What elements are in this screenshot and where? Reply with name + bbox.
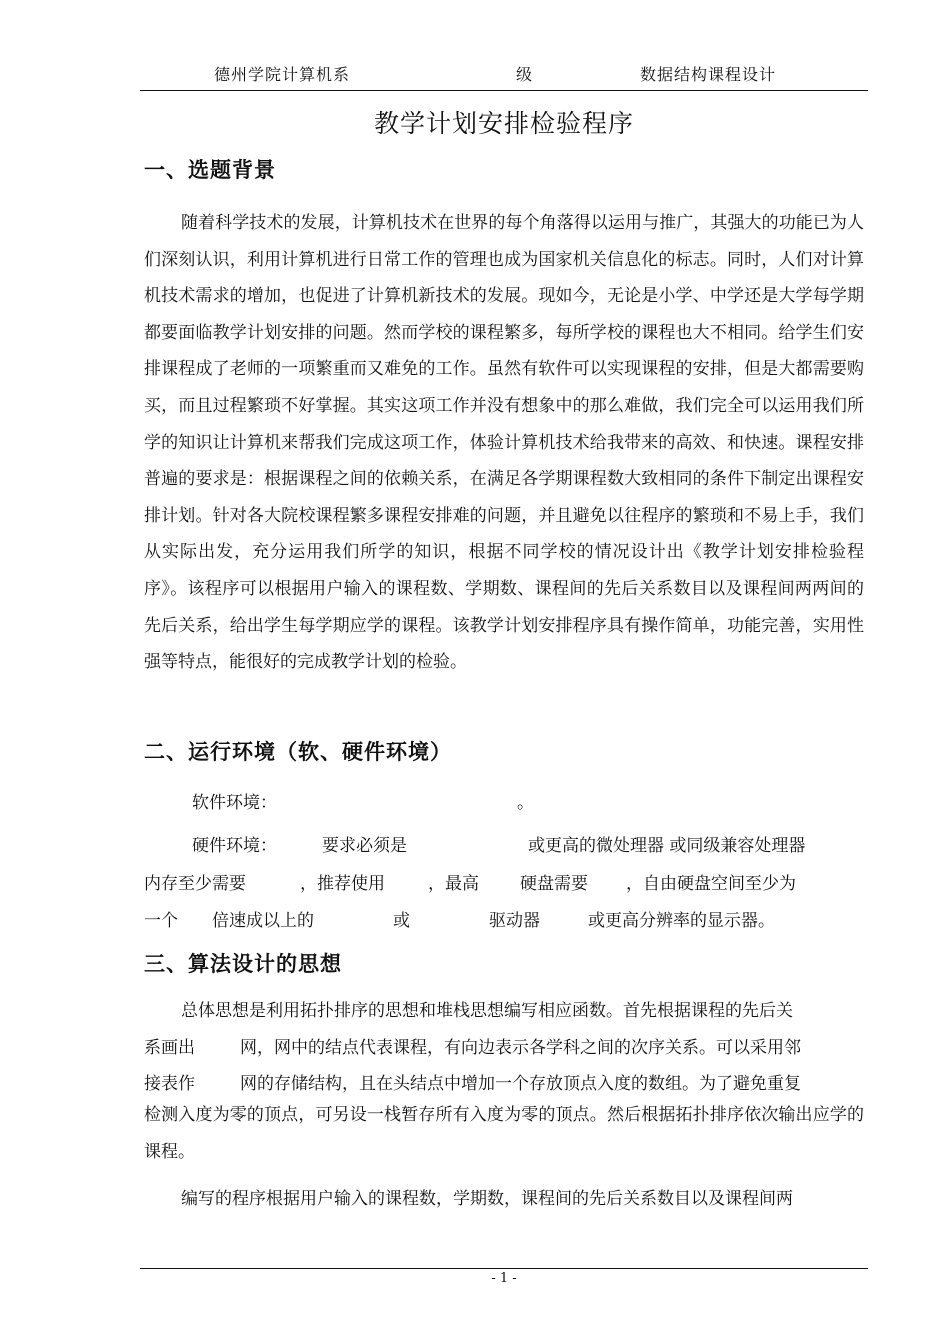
hardware-display: 或更高分辨率的显示器。 <box>588 911 775 931</box>
hardware-speed: 倍速成以上的 <box>212 911 314 931</box>
page-number: - 1 - <box>491 1271 517 1286</box>
software-env-label: 软件环境： <box>192 793 277 813</box>
algorithm-line-3b: 网的存储结构，且在头结点中增加一个存放顶点入度的数组。为了避免重复 <box>240 1074 801 1094</box>
hardware-one: 一个 <box>144 911 178 931</box>
hardware-recommend: ，推荐使用 <box>300 874 385 894</box>
hardware-drive: 驱动器 <box>489 911 540 931</box>
section-heading-background: 一、选题背景 <box>144 158 276 182</box>
footer-divider <box>140 1268 868 1269</box>
hardware-disk: 硬盘需要 <box>520 874 588 894</box>
algorithm-line-2b: 网，网中的结点代表课程，有向边表示各学科之间的次序关系。可以采用邻 <box>240 1038 801 1058</box>
algorithm-line-1: 总体思想是利用拓扑排序的思想和堆栈思想编写相应函数。首先根据课程的先后关 <box>181 1001 793 1021</box>
algorithm-line-3a: 接表作 <box>144 1074 195 1094</box>
document-title: 教学计划安排检验程序 <box>373 109 634 138</box>
hardware-free-disk: ，自由硬盘空间至少为 <box>626 874 796 894</box>
hardware-max: ，最高 <box>428 874 479 894</box>
background-paragraph: 随着科学技术的发展，计算机技术在世界的每个角落得以运用与推广，其强大的功能已为人们深刻认识，利用计算机进行日常工作的管理也成为国家机关信息化的标志。同时，人们对计算机技术需求的增加，也促进了计算机新技术的发展。现如今，无论是小学、中学还是大学每学期都要面临教学计划安排的问题。然而学校的课程繁多，每所学校的课程也大不相同。给学生们安排课程成了老师的一项繁重而又难免的工作。虽然有软件可以实现课程的安排，但是大都需要购买，而且过程繁琐不好掌握。其实这项工作并没有想象中的那么难做，我们完全可以运用我们所学的知识让计算机来帮我们完成这项工作，体验计算机技术给我带来的高效、和快速。课程安排普遍的要求是：根据课程之间的依赖关系，在满足各学期课程数大致相同的条件下制定出课程安排计划。针对各大院校课程繁多课程安排难的问题，并且避免以往程序的繁琐和不易上手，我们从实际出发，充分运用我们所学的知识，根据不同学校的情况设计出《教学计划安排检验程序》。该程序可以根据用户输入的课程数、学期数、课程间的先后关系数目以及课程间两两间的先后关系，给出学生每学期应学的课程。该教学计划安排程序具有操作简单，功能完善，实用性强等特点，能很好的完成教学计划的检验。 <box>144 213 864 673</box>
section-heading-environment: 二、运行环境（软、硬件环境） <box>144 740 452 764</box>
header-school: 德州学院计算机系 <box>214 65 351 84</box>
section-heading-algorithm: 三、算法设计的思想 <box>144 952 342 976</box>
algorithm-paragraph-rest: 检测入度为零的顶点，可另设一栈暂存所有入度为零的顶点。然后根据拓扑排序依次输出应学的课程。 <box>144 1105 864 1162</box>
hardware-must: 要求必须是 <box>322 836 407 856</box>
hardware-memory: 内存至少需要 <box>144 874 246 894</box>
page-header <box>140 56 868 91</box>
hardware-processor: 或更高的微处理器 或同级兼容处理器 <box>528 836 806 856</box>
header-grade: 级 <box>516 65 534 84</box>
algorithm-paragraph-2: 编写的程序根据用户输入的课程数，学期数，课程间的先后关系数目以及课程间两 <box>181 1189 793 1209</box>
software-env-end: 。 <box>517 793 534 813</box>
hardware-or: 或 <box>393 911 410 931</box>
hardware-env-label: 硬件环境： <box>192 836 277 856</box>
header-course: 数据结构课程设计 <box>640 65 777 84</box>
algorithm-line-2a: 系画出 <box>144 1038 195 1058</box>
